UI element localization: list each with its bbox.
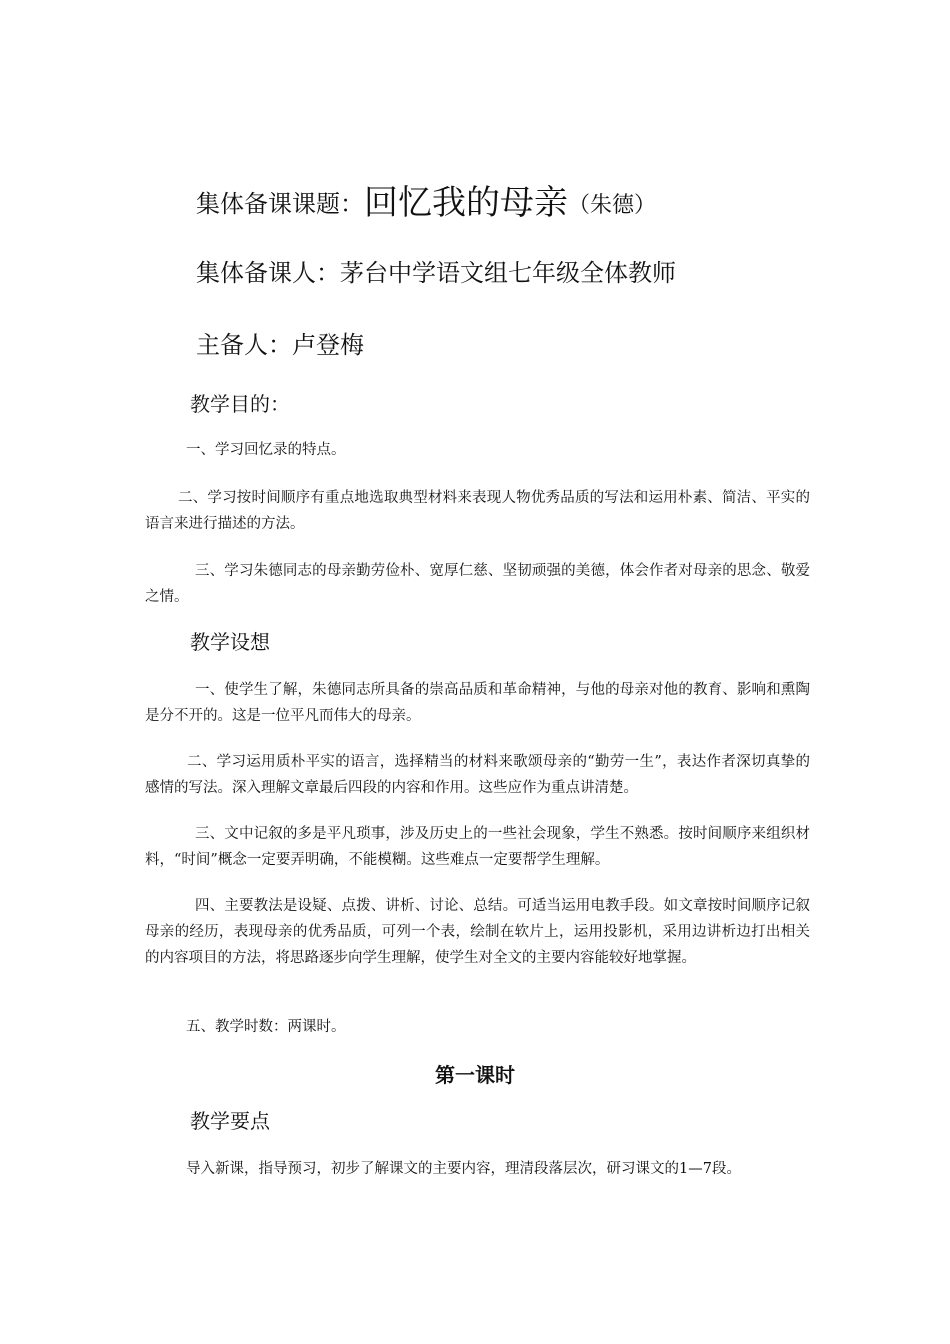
lesson-topic-prefix: 集体备课课题：	[196, 190, 364, 218]
lesson-preparers: 集体备课人：茅台中学语文组七年级全体教师	[196, 259, 676, 287]
lesson-topic-author: （朱德）	[568, 193, 657, 218]
lesson-lead-preparer: 主备人：卢登梅	[196, 331, 364, 359]
objective-item-2: 二、学习按时间顺序有重点地选取典型材料来表现人物优秀品质的写法和运用朴素、简洁、平实的语言来进行描述的方法。	[145, 490, 810, 532]
design-heading: 教学设想	[190, 630, 270, 654]
design-item-4: 四、主要教法是设疑、点拨、讲析、讨论、总结。可适当运用电教手段。如文章按时间顺序记叙母亲的经历，表现母亲的优秀品质，可列一个表，绘制在软片上，运用投影机，采用边讲析边打出相关的内容项目的方法，将思路逐步向学生理解，使学生对全文的主要内容能较好地掌握。	[145, 898, 810, 966]
lesson-topic	[196, 183, 657, 223]
lesson-points-text: 导入新课，指导预习，初步了解课文的主要内容，理清段落层次，研习课文的1—7段。	[186, 1161, 741, 1177]
lesson-points-heading: 教学要点	[190, 1109, 270, 1133]
design-item-2: 二、学习运用质朴平实的语言，选择精当的材料来歌颂母亲的“勤劳一生”，表达作者深切真挚的感情的写法。深入理解文章最后四段的内容和作用。这些应作为重点讲清楚。	[145, 754, 810, 796]
objectives-heading: 教学目的：	[190, 392, 290, 416]
objective-item-1: 一、学习回忆录的特点。	[186, 442, 346, 458]
design-item-1: 一、使学生了解，朱德同志所具备的崇高品质和革命精神，与他的母亲对他的教育、影响和熏陶是分不开的。这是一位平凡而伟大的母亲。	[145, 682, 810, 724]
lesson-topic-title: 回忆我的母亲	[364, 183, 568, 223]
design-item-5: 五、教学时数：两课时。	[186, 1019, 346, 1035]
lesson-one-title: 第一课时	[435, 1063, 515, 1087]
objective-item-3: 三、学习朱德同志的母亲勤劳俭朴、宽厚仁慈、坚韧顽强的美德，体会作者对母亲的思念、敬爱之情。	[145, 563, 810, 605]
design-item-3: 三、文中记叙的多是平凡琐事，涉及历史上的一些社会现象，学生不熟悉。按时间顺序来组织材料，“时间”概念一定要弄明确，不能模糊。这些难点一定要帮学生理解。	[145, 826, 810, 868]
